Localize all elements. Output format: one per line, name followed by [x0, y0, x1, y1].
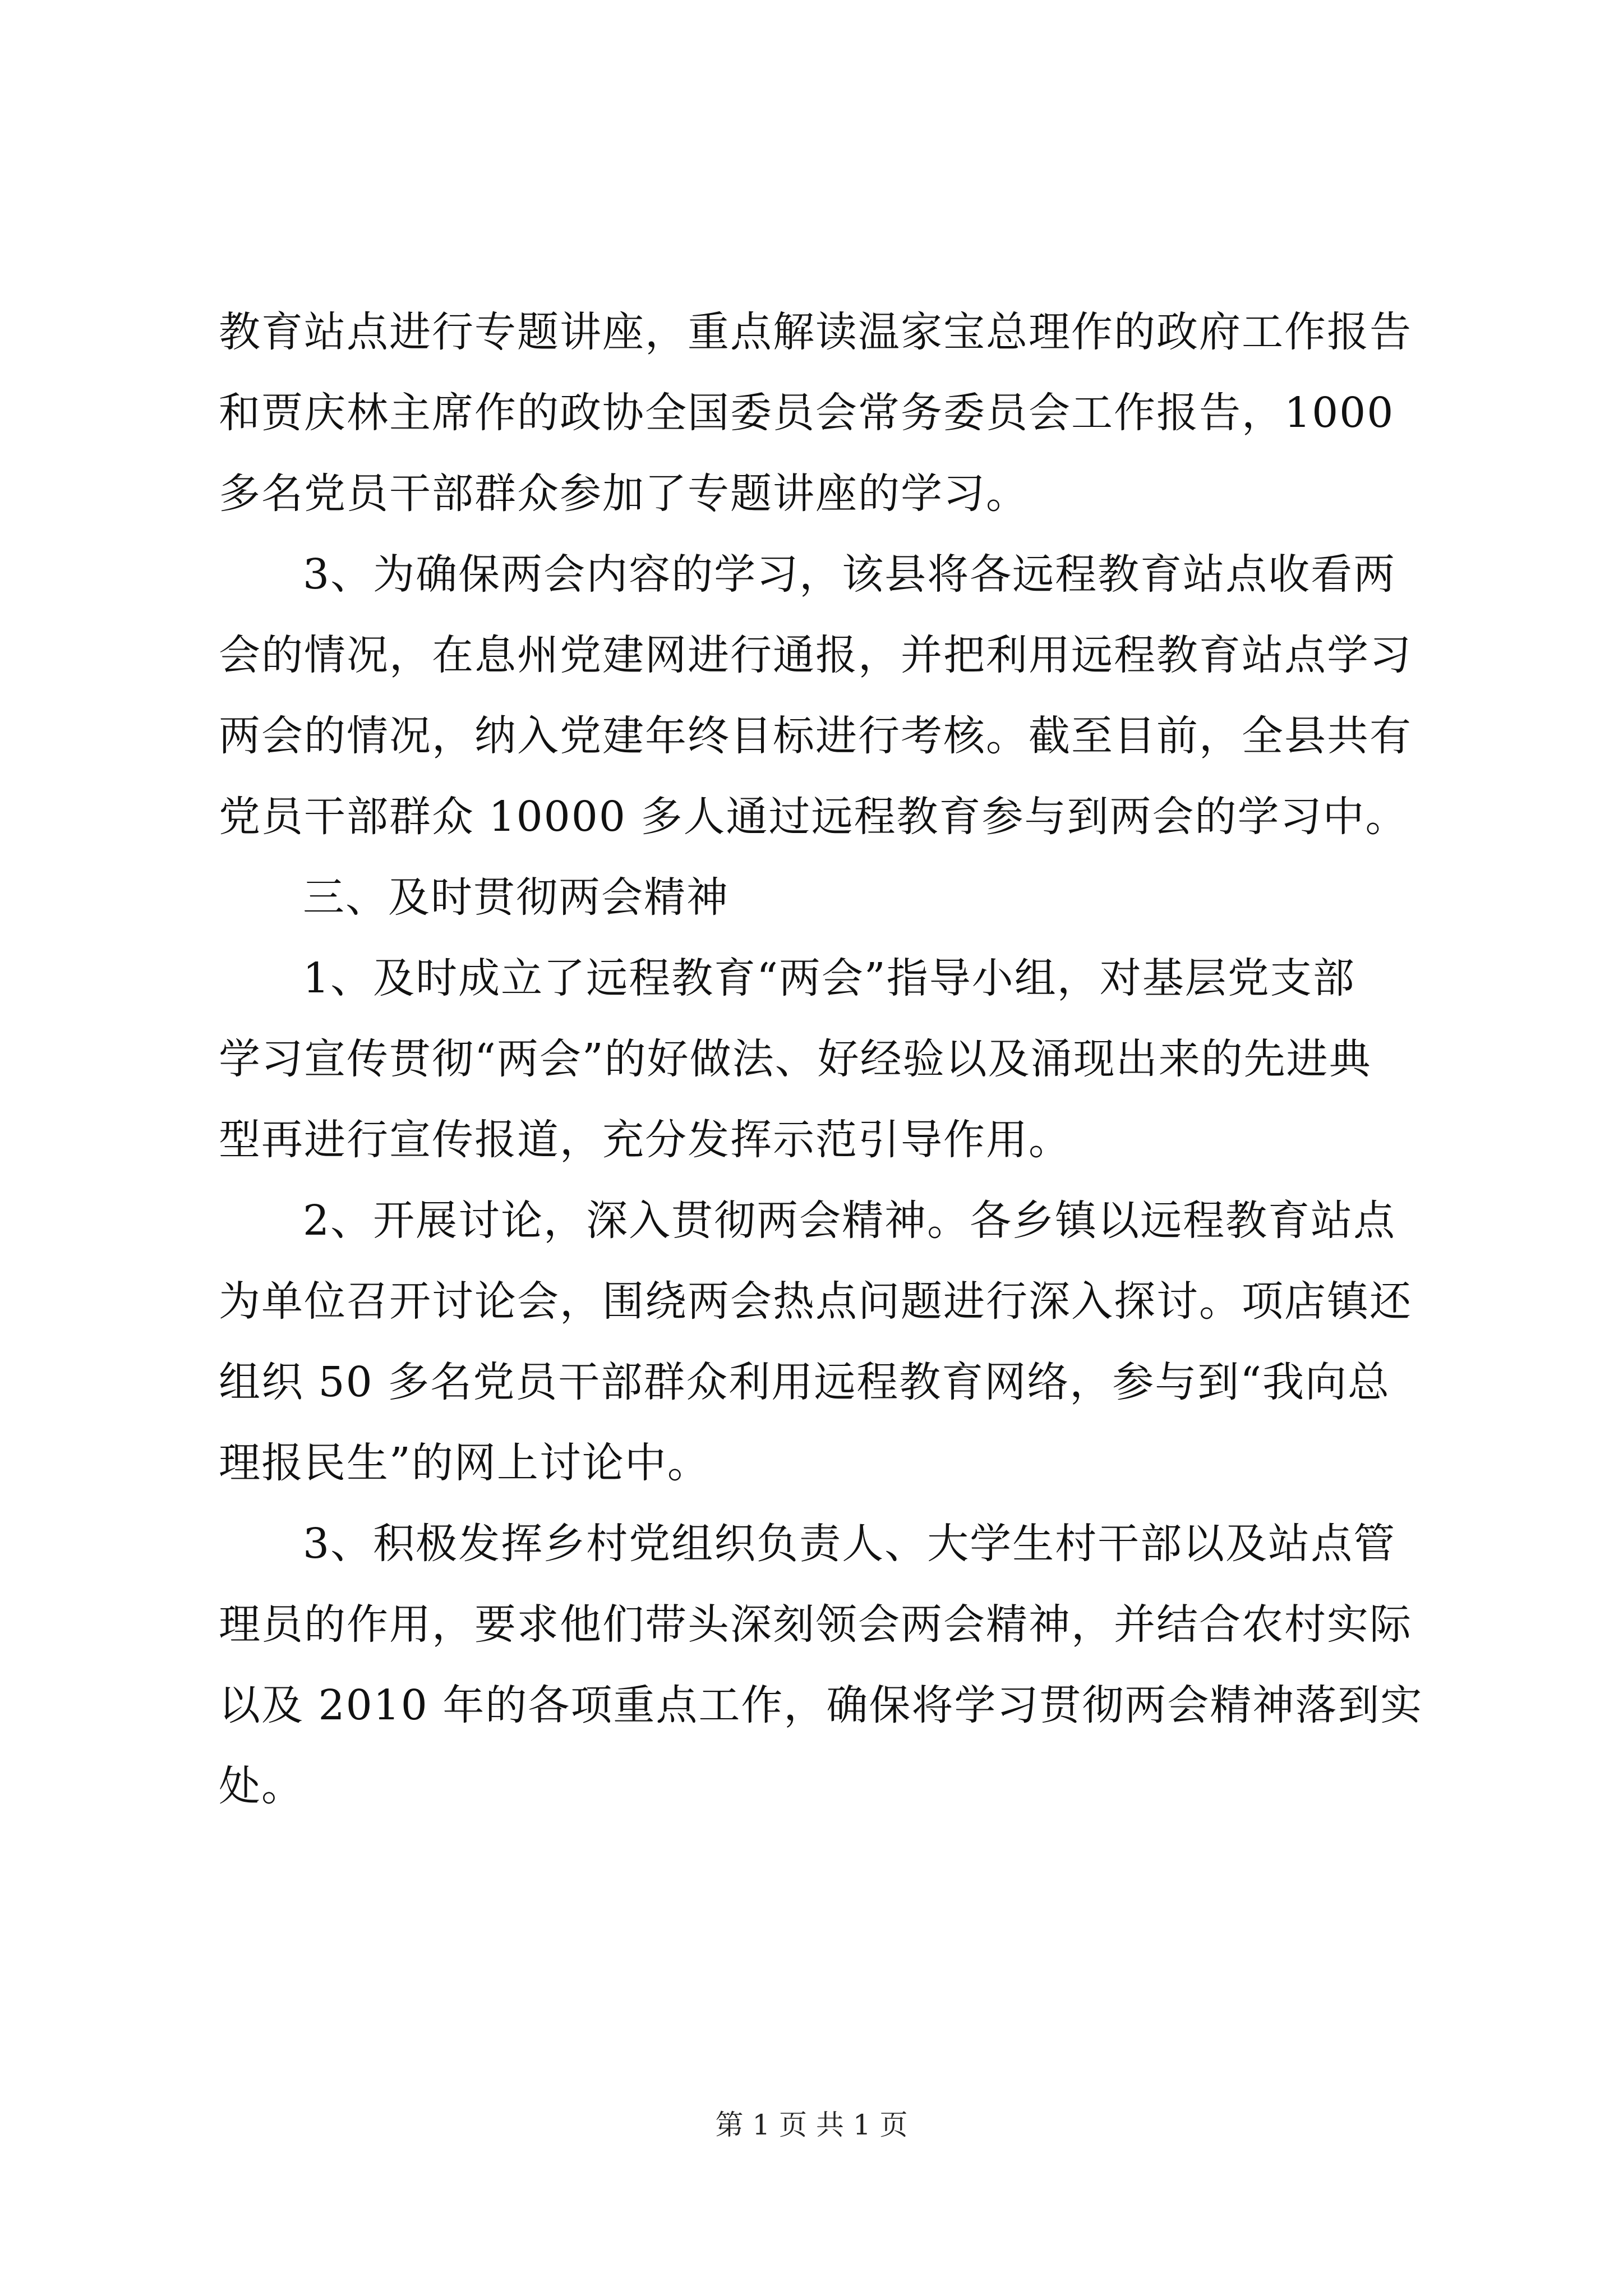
- text-line: 两会的情况，纳入党建年终目标进行考核。截至目前，全县共有: [219, 712, 1412, 760]
- text-line: 组织 50 多名党员干部群众利用远程教育网络，参与到“我向总: [219, 1358, 1391, 1406]
- paragraph-continuation: [219, 292, 1419, 534]
- text-line: 多名党员干部群众参加了专题讲座的学习。: [219, 470, 1029, 518]
- paragraph-item-1-guidance: [219, 938, 1419, 1180]
- text-line: 会的情况，在息州党建网进行通报，并把利用远程教育站点学习: [219, 631, 1412, 679]
- text-line: 党员干部群众 10000 多人通过远程教育参与到两会的学习中。: [219, 793, 1408, 841]
- text-line: 理员的作用，要求他们带头深刻领会两会精神，并结合农村实际: [219, 1600, 1412, 1649]
- text-line: 型再进行宣传报道，充分发挥示范引导作用。: [219, 1116, 1071, 1164]
- heading-line: 三、及时贯彻两会精神: [303, 873, 729, 922]
- document-body: [219, 292, 1423, 1826]
- text-line: 处。: [219, 1762, 304, 1810]
- page-number-label: 第 1 页 共 1 页: [715, 2109, 908, 2141]
- text-line: 3、为确保两会内容的学习，该县将各远程教育站点收看两: [303, 550, 1396, 599]
- paragraph-item-3-leaders: [219, 1503, 1423, 1826]
- text-line: 教育站点进行专题讲座，重点解读温家宝总理作的政府工作报告: [219, 308, 1412, 356]
- paragraph-item-2-discussion: [219, 1180, 1419, 1503]
- page-footer: [0, 2108, 1623, 2142]
- text-line: 学习宣传贯彻“两会”的好做法、好经验以及涌现出来的先进典: [219, 1035, 1372, 1083]
- paragraph-item-3-study: [219, 534, 1419, 857]
- text-line: 以及 2010 年的各项重点工作，确保将学习贯彻两会精神落到实: [219, 1681, 1423, 1729]
- text-line: 2、开展讨论，深入贯彻两会精神。各乡镇以远程教育站点: [303, 1197, 1396, 1245]
- text-line: 理报民生”的网上讨论中。: [219, 1439, 710, 1487]
- text-line: 和贾庆林主席作的政协全国委员会常务委员会工作报告，1000: [219, 389, 1395, 437]
- text-line: 3、积极发挥乡村党组织负责人、大学生村干部以及站点管: [303, 1520, 1396, 1568]
- text-line: 1、及时成立了远程教育“两会”指导小组，对基层党支部: [303, 954, 1355, 1002]
- text-line: 为单位召开讨论会，围绕两会热点问题进行深入探讨。项店镇还: [219, 1277, 1412, 1326]
- section-heading: [219, 857, 1419, 938]
